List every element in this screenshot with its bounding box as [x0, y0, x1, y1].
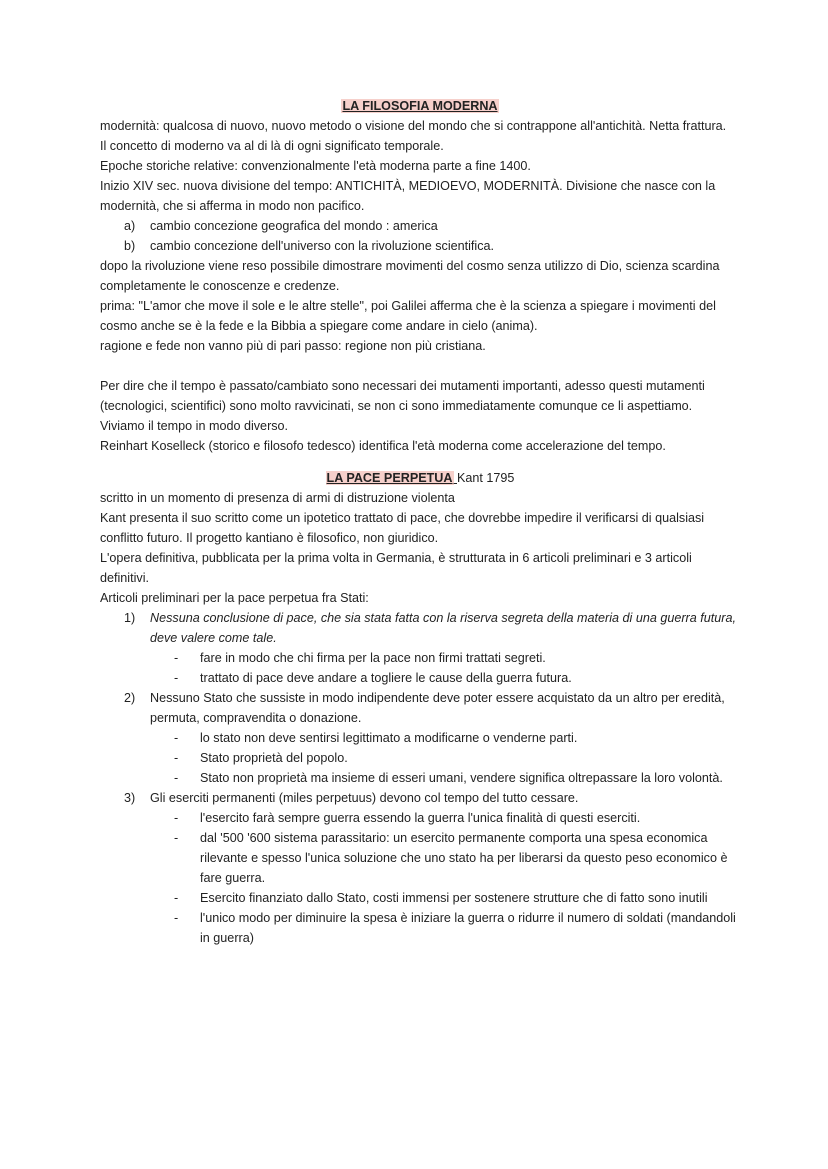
list-marker: a): [124, 219, 136, 233]
article-marker: 3): [124, 791, 136, 805]
point-text: l'unico modo per diminuire la spesa è iniziare la guerra o ridurre il numero di soldati (mandandoli in guerra): [200, 911, 736, 945]
point-item: [150, 908, 740, 948]
paragraph: Il concetto di moderno va al di là di ogni significato temporale.: [100, 139, 444, 153]
paragraph: ragione e fede non vanno più di pari passo: regione non più cristiana.: [100, 339, 486, 353]
list-item: [100, 236, 740, 256]
point-item: [150, 728, 740, 748]
point-item: [150, 668, 740, 688]
article-points: [150, 728, 740, 788]
article-item: [100, 788, 740, 948]
paragraph: Inizio XIV sec. nuova divisione del tempo: ANTICHITÀ, MEDIOEVO, MODERNITÀ. Divisione che nasce con la modernità, che si afferma in modo non pacifico.: [100, 179, 716, 213]
paragraph: Epoche storiche relative: convenzionalmente l'età moderna parte a fine 1400.: [100, 159, 531, 173]
paragraph: prima: "L'amor che move il sole e le altre stelle", poi Galilei afferma che è la scienza a spiegare i movimenti del cosmo anche se è la fede e la Bibbia a spiegare come andare in cielo (anima).: [100, 299, 716, 333]
point-text: dal '500 '600 sistema parassitario: un esercito permanente comporta una spesa economica rilevante e spesso l'unica soluzione che uno stato ha per liberarsi da questo peso economico è fare guerra.: [200, 831, 728, 885]
list-item-text: cambio concezione dell'universo con la rivoluzione scientifica.: [150, 239, 495, 253]
articles-list: [100, 608, 740, 948]
document-content: [100, 96, 740, 948]
section-title-filosofia-moderna: [100, 96, 740, 116]
point-item: [150, 888, 740, 908]
point-item: [150, 648, 740, 668]
point-text: Esercito finanziato dallo Stato, costi immensi per sostenere strutture che di fatto sono inutili: [200, 891, 708, 905]
paragraph: dopo la rivoluzione viene reso possibile dimostrare movimenti del cosmo senza utilizzo di Dio, scienza scardina completamente le conoscenze e credenze.: [100, 259, 720, 293]
article-text: Nessuna conclusione di pace, che sia stata fatta con la riserva segreta della materia di una guerra futura, deve valere come tale.: [150, 611, 736, 645]
section-title-suffix: Kant 1795: [457, 471, 515, 485]
dash-marker: -: [174, 671, 179, 685]
article-points: [150, 648, 740, 688]
section-title-text: LA FILOSOFIA MODERNA: [342, 99, 498, 113]
paragraph: Per dire che il tempo è passato/cambiato sono necessari dei mutamenti importanti, adesso questi mutamenti (tecnologici, scientifici) sono molto ravvicinati, se non ci sono immediatamente comunque ce li aspettiamo.: [100, 379, 705, 413]
point-text: Stato non proprietà ma insieme di esseri umani, vendere significa oltrepassare la loro volontà.: [200, 771, 723, 785]
article-text: Nessuno Stato che sussiste in modo indipendente deve poter essere acquistato da un altro per eredità, permuta, compravendita o donazione.: [150, 691, 725, 725]
paragraph: modernità: qualcosa di nuovo, nuovo metodo o visione del mondo che si contrappone all'antichità. Netta frattura.: [100, 119, 727, 133]
dash-marker: -: [174, 811, 179, 825]
article-marker: 1): [124, 611, 136, 625]
paragraph: Viviamo il tempo in modo diverso.: [100, 419, 289, 433]
article-item: [100, 688, 740, 788]
list-marker: b): [124, 239, 136, 253]
article-text: Gli eserciti permanenti (miles perpetuus) devono col tempo del tutto cessare.: [150, 791, 579, 805]
point-item: [150, 808, 740, 828]
paragraph: Kant presenta il suo scritto come un ipotetico trattato di pace, che dovrebbe impedire il verificarsi di qualsiasi conflitto futuro. Il progetto kantiano è filosofico, non giuridico.: [100, 511, 705, 545]
list-item-text: cambio concezione geografica del mondo : america: [150, 219, 438, 233]
point-item: [150, 828, 740, 888]
paragraph: L'opera definitiva, pubblicata per la prima volta in Germania, è strutturata in 6 articoli preliminari e 3 articoli definitivi.: [100, 551, 692, 585]
point-text: lo stato non deve sentirsi legittimato a modificarne o venderne parti.: [200, 731, 578, 745]
dash-marker: -: [174, 831, 179, 845]
dash-marker: -: [174, 651, 179, 665]
dash-marker: -: [174, 911, 179, 925]
section-title-pace-perpetua: [100, 468, 740, 488]
dash-marker: -: [174, 731, 179, 745]
list-item: [100, 216, 740, 236]
point-text: fare in modo che chi firma per la pace non firmi trattati segreti.: [200, 651, 546, 665]
point-text: l'esercito farà sempre guerra essendo la guerra l'unica finalità di questi eserciti.: [200, 811, 641, 825]
article-marker: 2): [124, 691, 136, 705]
dash-marker: -: [174, 751, 179, 765]
section-title-text: LA PACE PERPETUA: [326, 471, 453, 485]
spacer: [100, 356, 740, 376]
point-item: [150, 748, 740, 768]
dash-marker: -: [174, 771, 179, 785]
article-points: [150, 808, 740, 948]
paragraph: scritto in un momento di presenza di armi di distruzione violenta: [100, 491, 455, 505]
paragraph: Reinhart Koselleck (storico e filosofo tedesco) identifica l'età moderna come accelerazione del tempo.: [100, 439, 666, 453]
dash-marker: -: [174, 891, 179, 905]
point-text: trattato di pace deve andare a togliere le cause della guerra futura.: [200, 671, 572, 685]
paragraph: Articoli preliminari per la pace perpetua fra Stati:: [100, 591, 369, 605]
article-item: [100, 608, 740, 688]
point-text: Stato proprietà del popolo.: [200, 751, 348, 765]
point-item: [150, 768, 740, 788]
alpha-list: [100, 216, 740, 256]
